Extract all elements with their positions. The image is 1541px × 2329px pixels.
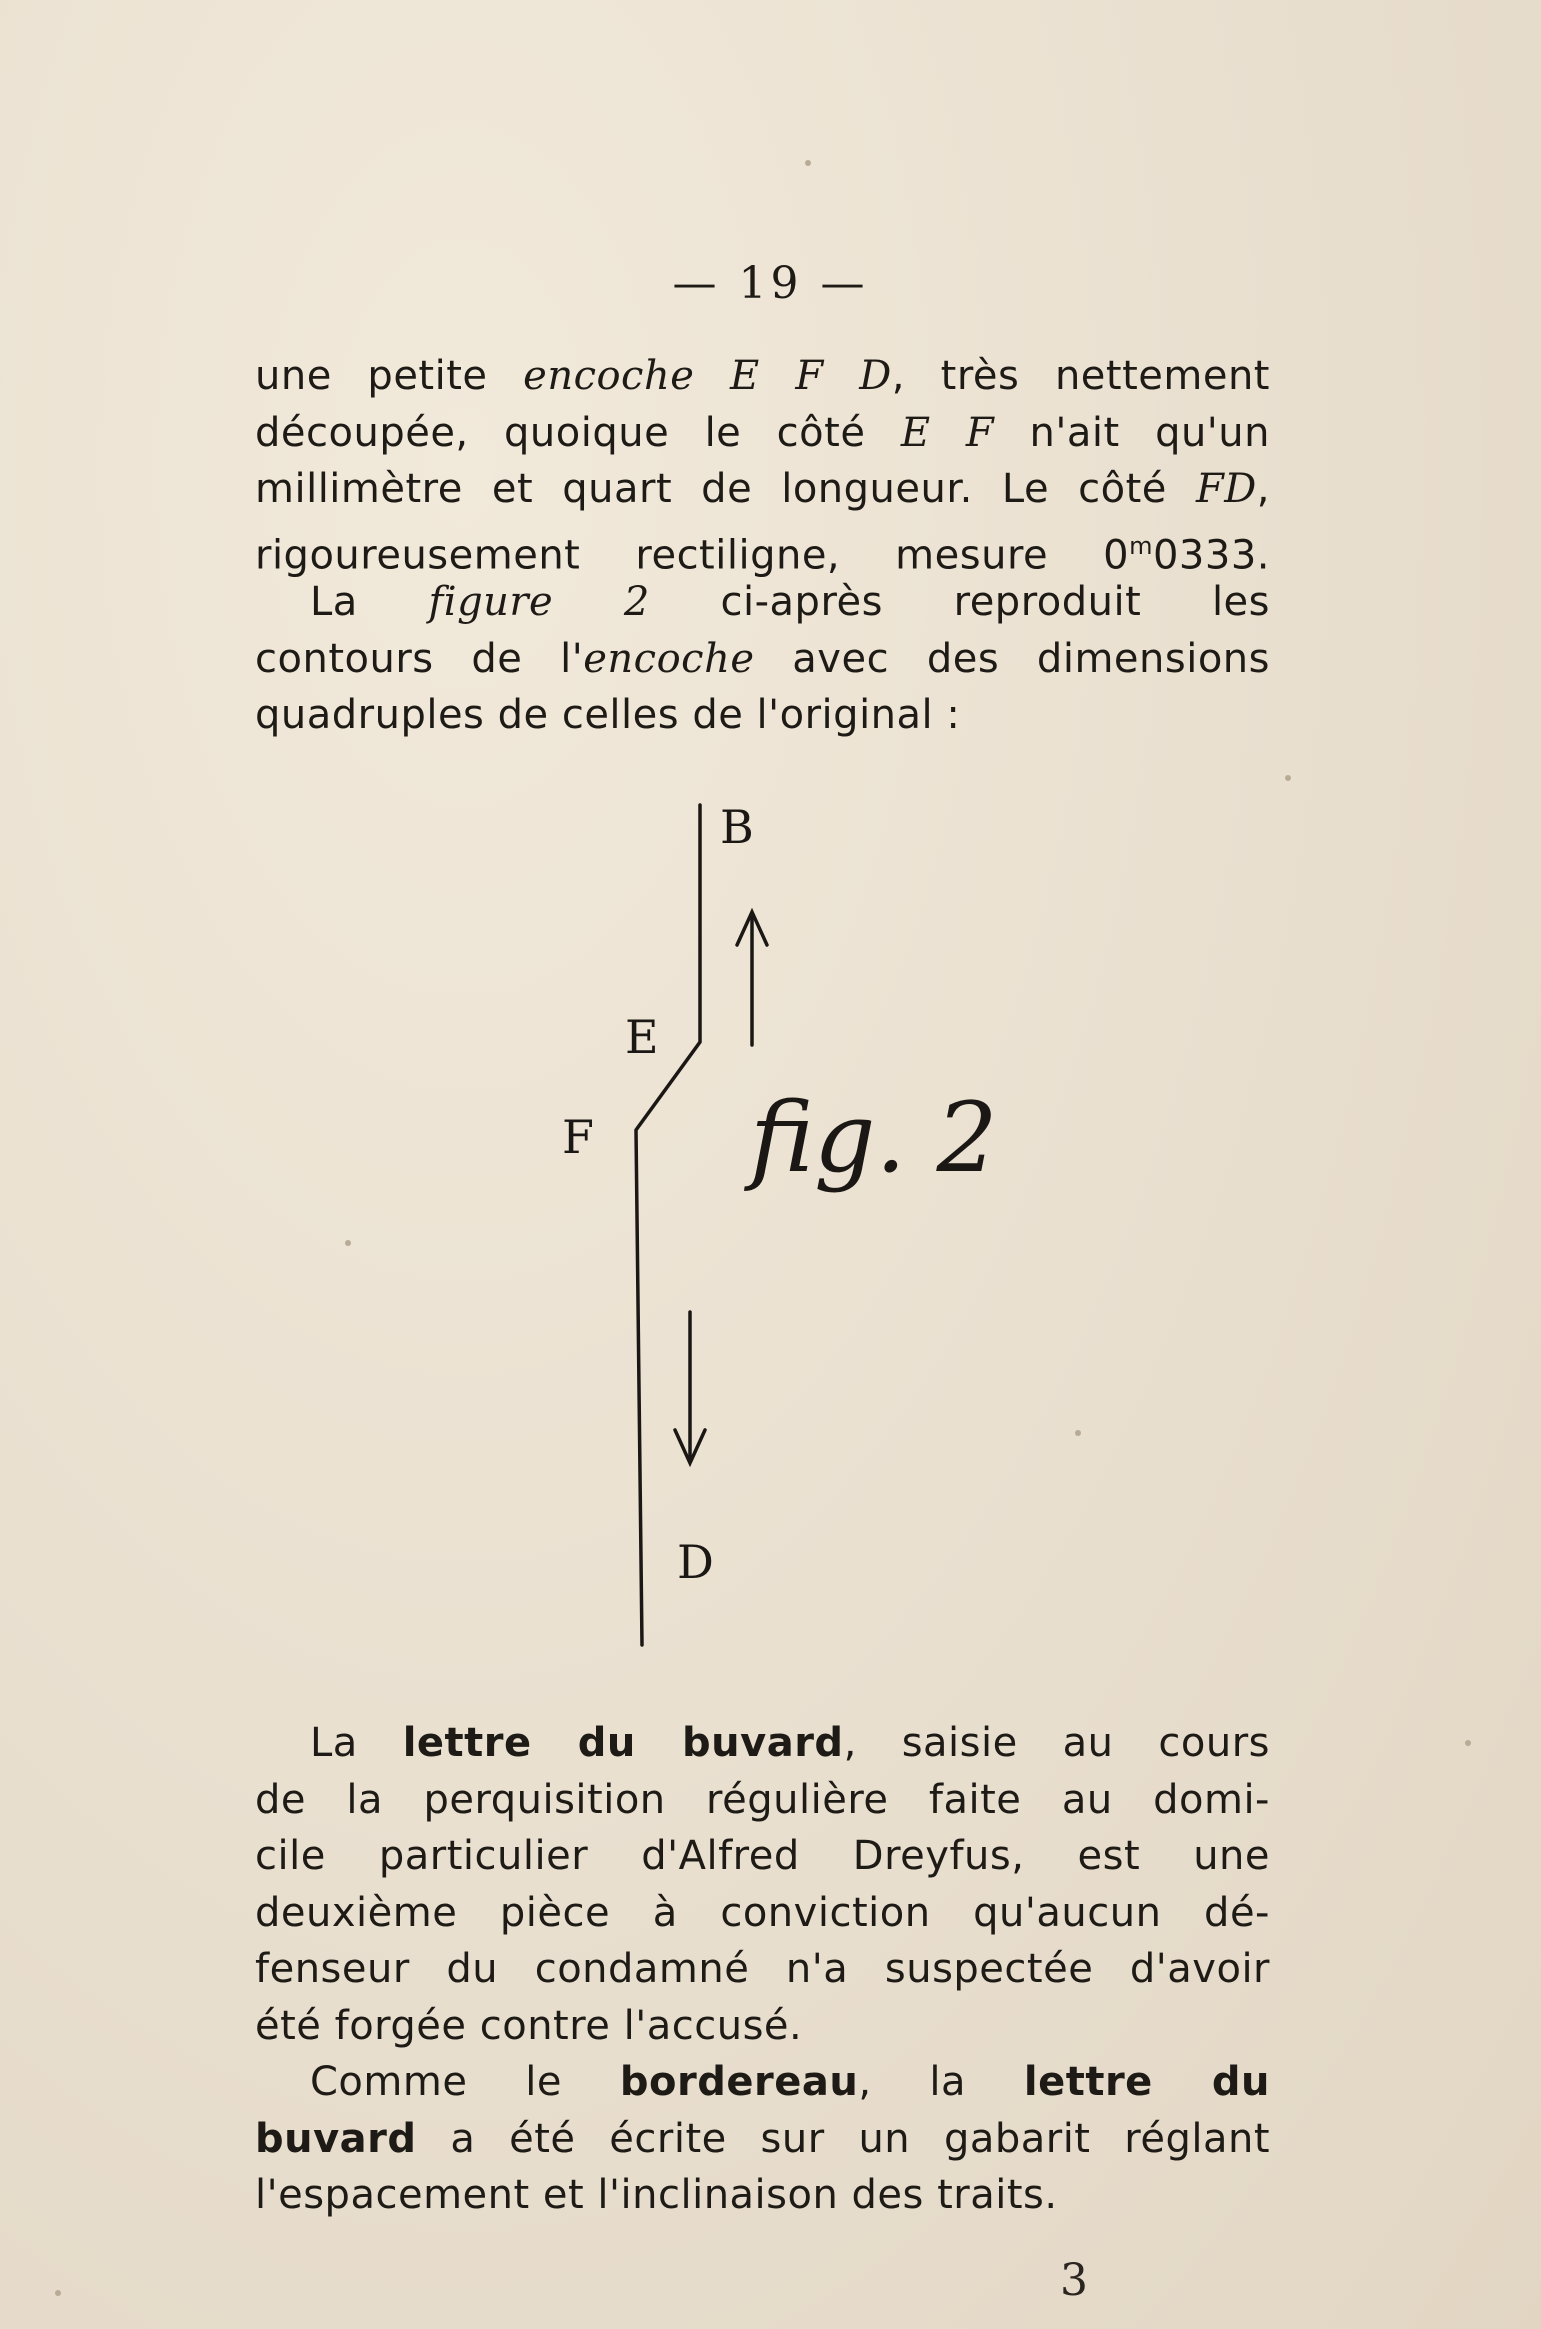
text-line: quadruples de celles de l'original : xyxy=(255,692,961,738)
text-line: découpée, quoique le côté E F n'ait qu'un xyxy=(255,409,1271,456)
text-line: La lettre du buvard, saisie au cours xyxy=(310,1720,1271,1766)
paper-speck xyxy=(1075,1430,1081,1436)
text-line: millimètre et quart de longueur. Le côté FD, xyxy=(255,466,1270,512)
page-number: — 19 — xyxy=(672,258,869,309)
label-d: D xyxy=(677,1535,714,1589)
paper-speck xyxy=(1465,1740,1471,1746)
label-e: E xyxy=(625,1010,659,1064)
text-line: une petite encoche E F D, très nettement xyxy=(255,353,1270,399)
text-line: de la perquisition régulière faite au domi- xyxy=(255,1776,1270,1823)
text-line: cile particulier d'Alfred Dreyfus, est une xyxy=(255,1833,1270,1879)
text-line: rigoureusement rectiligne, mesure 0$^m$0333. xyxy=(255,531,1270,578)
paper-speck xyxy=(1285,775,1291,781)
signature-mark: 3 xyxy=(1060,2255,1088,2306)
text-line: Comme le bordereau, la lettre du xyxy=(310,2059,1270,2105)
text-line: l'espacement et l'inclinaison des traits. xyxy=(255,2172,1058,2218)
paper-speck xyxy=(805,160,811,166)
label-b: B xyxy=(720,800,754,854)
text-line: contours de l'encoche avec des dimensions xyxy=(255,635,1270,682)
text-line: fenseur du condamné n'a suspectée d'avoir xyxy=(255,1946,1270,1992)
contour-line xyxy=(636,805,700,1645)
text-line: La figure 2 ci-après reproduit les xyxy=(310,579,1271,625)
text-line: été forgée contre l'accusé. xyxy=(255,2002,803,2049)
text-line: deuxième pièce à conviction qu'aucun dé- xyxy=(255,1889,1270,1936)
figure-caption: fig. 2 xyxy=(750,1082,998,1194)
paper-speck xyxy=(345,1240,351,1246)
paragraph-lettre-du-buvard xyxy=(255,1715,1270,2224)
label-f: F xyxy=(562,1110,594,1164)
paper-speck xyxy=(55,2290,61,2296)
text-line: buvard a été écrite sur un gabarit réglant xyxy=(255,2115,1270,2162)
